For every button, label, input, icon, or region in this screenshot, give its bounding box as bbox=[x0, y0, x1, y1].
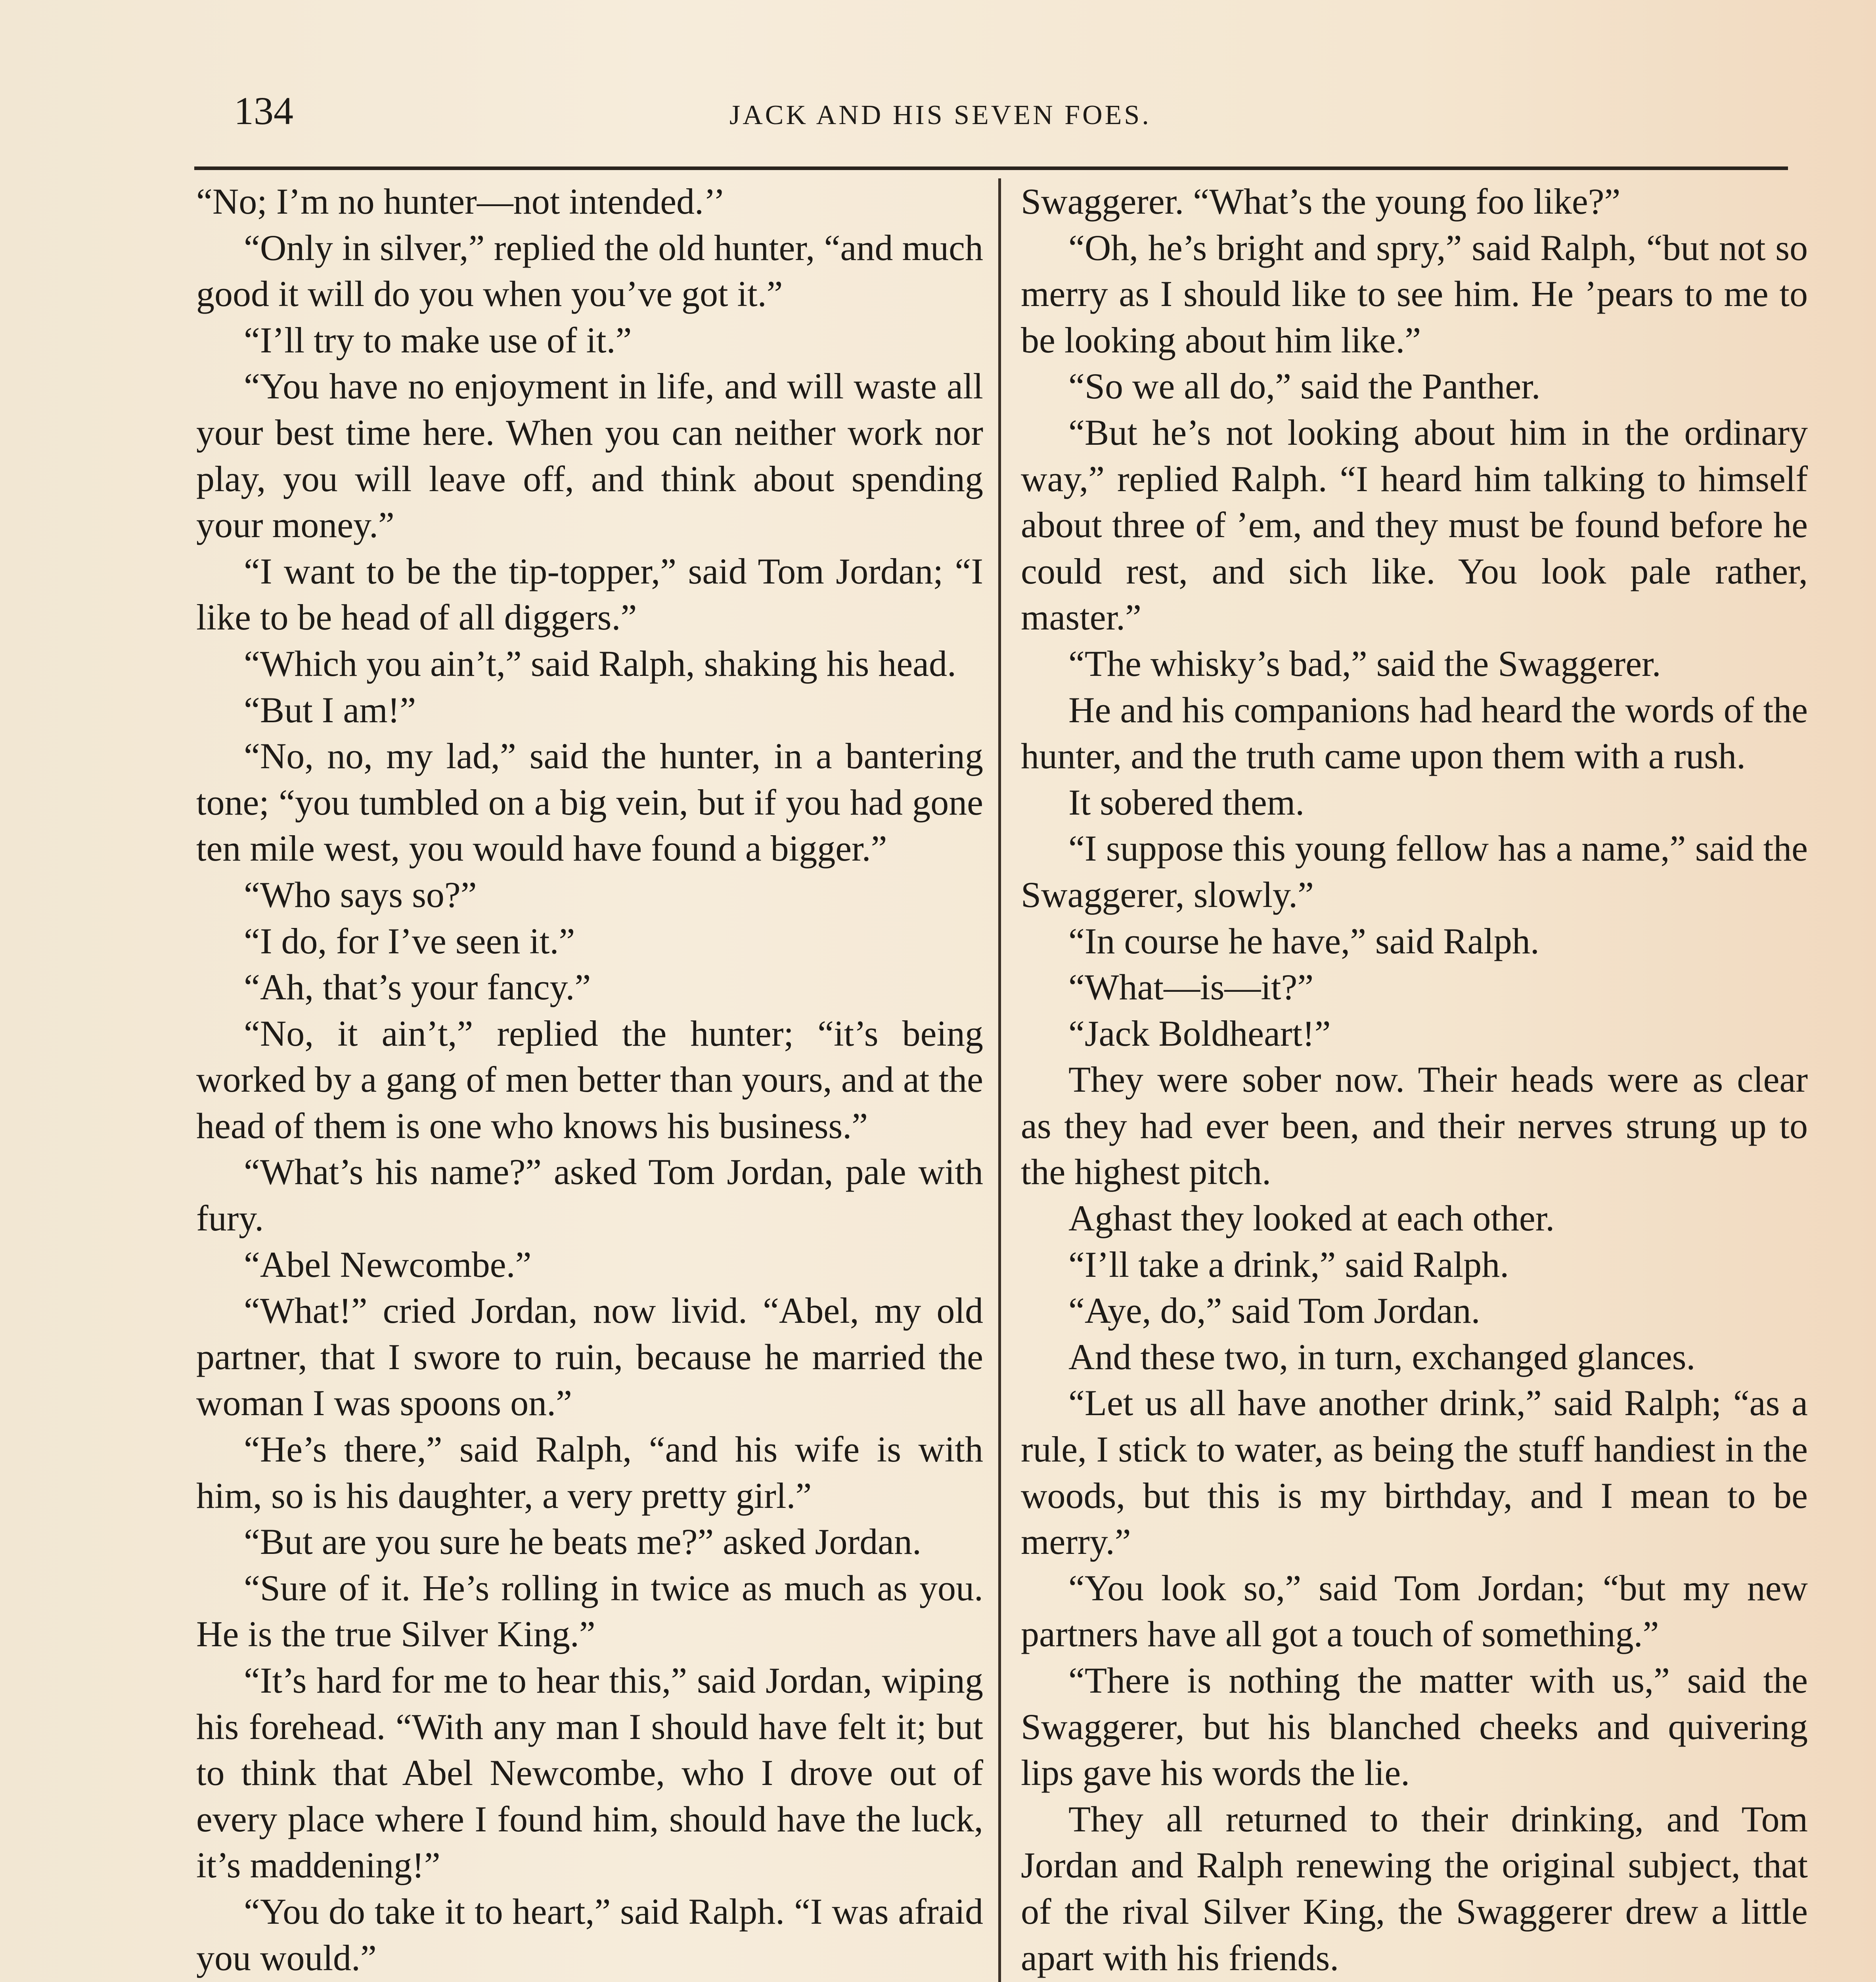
paragraph: “Oh, he’s bright and spry,” said Ralph, “but not so merry as I should like to see him. He ’pears to me to be looking about him like.” bbox=[1021, 227, 1808, 360]
page-number: 134 bbox=[234, 89, 293, 133]
paragraph: “Sure of it. He’s rolling in twice as much as you. He is the true Silver King.” bbox=[196, 1567, 983, 1655]
paragraph: “It’s hard for me to hear this,” said Jordan, wiping his forehead. “With any man I should have felt it; but to think that Abel Newcombe, who I drove out of every place where I found him, should have the luck, it’s maddening!” bbox=[196, 1660, 983, 1886]
paragraph: “What!” cried Jordan, now livid. “Abel, my old partner, that I swore to ruin, because he married the woman I was spoons on.” bbox=[196, 1290, 983, 1423]
paragraph: They were sober now. Their heads were as clear as they had ever been, and their nerves strung up to the highest pitch. bbox=[1021, 1059, 1808, 1192]
paragraph: “Which you ain’t,” said Ralph, shaking his head. bbox=[244, 643, 957, 684]
paragraph: They all returned to their drinking, and Tom Jordan and Ralph renewing the original subject, that of the rival Silver King, the Swaggerer drew a little apart with his friends. bbox=[1021, 1798, 1808, 1978]
paragraph: Swaggerer. “What’s the young foo like?” bbox=[1021, 181, 1621, 222]
paragraph: “But I am!” bbox=[244, 689, 416, 730]
paragraph: “Let us all have another drink,” said Ralph; “as a rule, I stick to water, as being the stuff handiest in the woods, but this is my birthday, and I mean to be merry.” bbox=[1021, 1383, 1808, 1562]
left-text-column bbox=[196, 178, 983, 1982]
paragraph: “Only in silver,” replied the old hunter, “and much good it will do you when you’ve got it.” bbox=[196, 227, 983, 314]
paragraph: “Aye, do,” said Tom Jordan. bbox=[1068, 1290, 1480, 1331]
page-header bbox=[194, 83, 1788, 143]
paragraph: “Who says so?” bbox=[244, 874, 477, 915]
paragraph: “You do take it to heart,” said Ralph. “I was afraid you would.” bbox=[196, 1891, 983, 1978]
running-head: JACK AND HIS SEVEN FOES. bbox=[729, 100, 1151, 130]
paragraph: “But are you sure he beats me?” asked Jordan. bbox=[244, 1521, 922, 1562]
paragraph: “He’s there,” said Ralph, “and his wife is with him, so is his daughter, a very pretty girl.” bbox=[196, 1429, 983, 1516]
paragraph: “What’s his name?” asked Tom Jordan, pale with fury. bbox=[196, 1152, 983, 1239]
paragraph: “Jack Boldheart!” bbox=[1068, 1013, 1331, 1054]
paragraph: “Abel Newcombe.” bbox=[244, 1244, 532, 1285]
paragraph: “I want to be the tip-topper,” said Tom Jordan; “I like to be head of all diggers.” bbox=[196, 551, 983, 638]
header-rule bbox=[194, 166, 1788, 170]
paragraph: “So we all do,” said the Panther. bbox=[1068, 366, 1541, 407]
paragraph: “No, no, my lad,” said the hunter, in a bantering tone; “you tumbled on a big vein, but if you had gone ten mile west, you would have found a bigger.” bbox=[196, 736, 983, 869]
paragraph: “Ah, that’s your fancy.” bbox=[244, 967, 591, 1008]
paragraph: “No, it ain’t,” replied the hunter; “it’s being worked by a gang of men better than yours, and at the head of them is one who knows his business.” bbox=[196, 1013, 983, 1146]
paragraph: “The whisky’s bad,” said the Swaggerer. bbox=[1068, 643, 1661, 684]
paragraph: “You look so,” said Tom Jordan; “but my new partners have all got a touch of something.” bbox=[1021, 1567, 1808, 1655]
right-text-column bbox=[1021, 178, 1808, 1982]
paragraph: “There is nothing the matter with us,” said the Swaggerer, but his blanched cheeks and quivering lips gave his words the lie. bbox=[1021, 1660, 1808, 1793]
column-divider bbox=[998, 178, 1001, 1982]
paragraph: “But he’s not looking about him in the ordinary way,” replied Ralph. “I heard him talking to himself about three of ’em, and they must be found before he could rest, and sich like. You look pale rather, master.” bbox=[1021, 412, 1808, 638]
paragraph: And these two, in turn, exchanged glances. bbox=[1068, 1336, 1696, 1377]
paragraph: “I’ll take a drink,” said Ralph. bbox=[1068, 1244, 1509, 1285]
paragraph: It sobered them. bbox=[1068, 782, 1305, 823]
paragraph: “What—is—it?” bbox=[1068, 967, 1314, 1008]
paragraph: “I suppose this young fellow has a name,” said the Swaggerer, slowly.” bbox=[1021, 828, 1808, 915]
paragraph: Aghast they looked at each other. bbox=[1068, 1198, 1555, 1239]
paragraph: “In course he have,” said Ralph. bbox=[1068, 920, 1539, 961]
paragraph: “No; I’m no hunter—not intended.’’ bbox=[196, 181, 726, 222]
paragraph: “I do, for I’ve seen it.” bbox=[244, 920, 575, 961]
paragraph: He and his companions had heard the words of the hunter, and the truth came upon them with a rush. bbox=[1021, 689, 1808, 777]
paragraph: “You have no enjoyment in life, and will waste all your best time here. When you can neither work nor play, you will leave off, and think about spending your money.” bbox=[196, 366, 983, 545]
paragraph: “I’ll try to make use of it.” bbox=[244, 319, 632, 360]
